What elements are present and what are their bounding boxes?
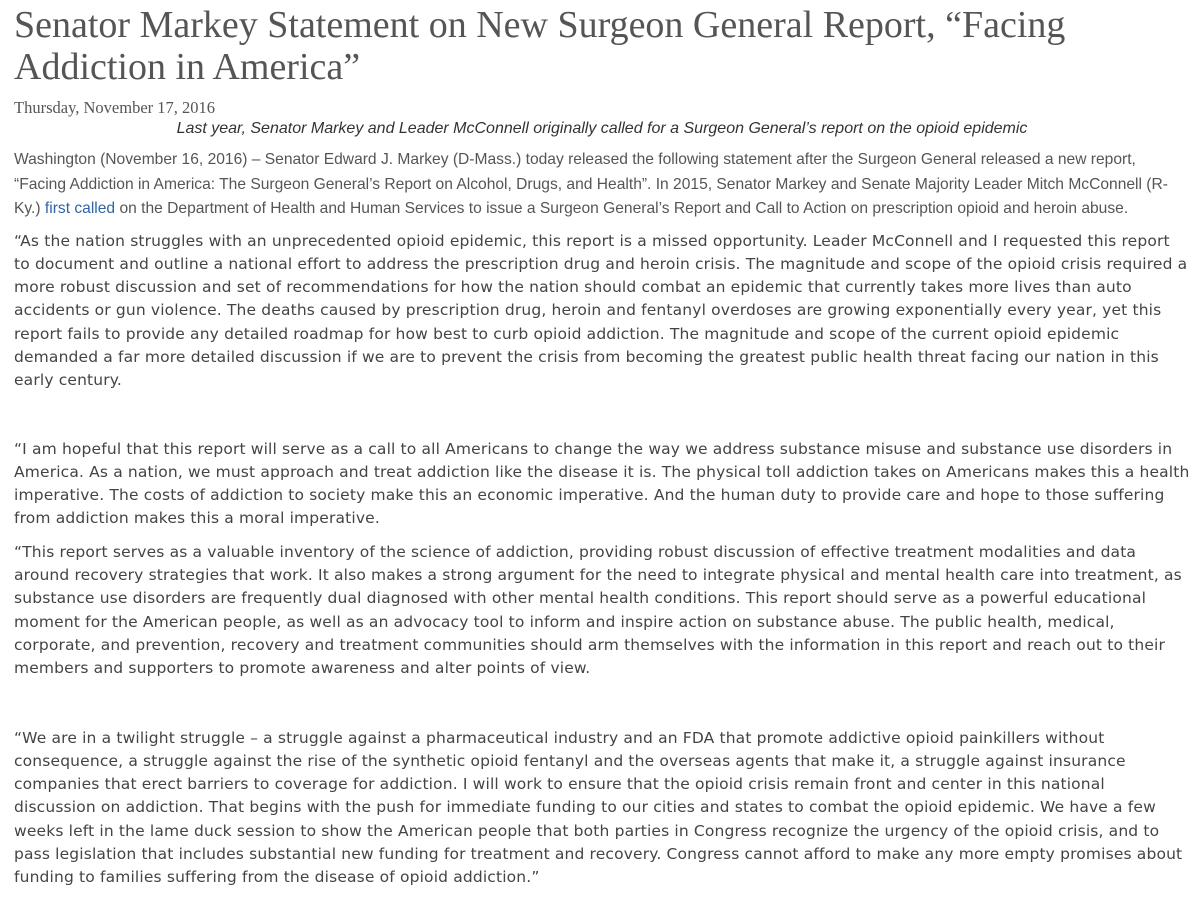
publish-date: Thursday, November 17, 2016 xyxy=(14,98,216,117)
first-called-link[interactable]: first called xyxy=(44,200,116,217)
page-title: Senator Markey Statement on New Surgeon General Report, “Facing Addiction in America” xyxy=(14,4,1066,88)
press-release-page xyxy=(14,0,1190,902)
quote-paragraph-2: “I am hopeful that this report will serve as a call to all Americans to change the way we address substance misuse and substance use disorders in America. As a nation, we must approach and treat addiction like the disease it is. The physical toll addiction takes on Americans makes this a health imperative. The costs of addiction to society make this an economic imperative. And the human duty to provide care and hope to those suffering from addiction makes this a moral imperative. xyxy=(14,439,1190,528)
intro-text-after-link: on the Department of Health and Human Services to issue a Surgeon General’s Report and Call to Action on prescription opioid and heroin abuse. xyxy=(115,200,1129,217)
quote-paragraph-4: “We are in a twilight struggle – a struggle against a pharmaceutical industry and an FDA that promote addictive opioid painkillers without consequence, a struggle against the rise of the synthetic opioid fentanyl and the overseas agents that make it, a struggle against insurance companies that erect barriers to coverage for addiction. I will work to ensure that the opioid crisis remain front and center in this national discussion on addiction. That begins with the push for immediate funding to our cities and states to combat the opioid epidemic. We have a few weeks left in the lame duck session to show the American people that both parties in Congress recognize the urgency of the opioid crisis, and to pass legislation that includes substantial new funding for treatment and recovery. Congress cannot afford to make any more empty promises about funding to families suffering from the disease of opioid addiction.” xyxy=(14,728,1183,887)
subtitle: Last year, Senator Markey and Leader McConnell originally called for a Surgeon General’s report on the opioid epidemic xyxy=(176,120,1028,137)
intro-text-before-link: Washington (November 16, 2016) – Senator Edward J. Markey (D-Mass.) today released the following statement after the Surgeon General released a new report, “Facing Addiction in America: The Surgeon General’s Report on Alcohol, Drugs, and Health”. In 2015, Senator Markey and Senate Majority Leader Mitch McConnell (R-Ky.) xyxy=(14,151,1168,217)
quote-paragraph-1: “As the nation struggles with an unprecedented opioid epidemic, this report is a missed opportunity. Leader McConnell and I requested this report to document and outline a national effort to address the prescription drug and heroin crisis. The magnitude and scope of the opioid crisis required a more robust discussion and set of recommendations for how the nation should combat an epidemic that currently takes more lives than auto accidents or gun violence. The deaths caused by prescription drug, heroin and fentanyl overdoses are growing exponentially every year, yet this report fails to provide any detailed roadmap for how best to curb opioid addiction. The magnitude and scope of the current opioid epidemic demanded a far more detailed discussion if we are to prevent the crisis from becoming the greatest public health threat facing our nation in this early century. xyxy=(14,231,1188,390)
intro-paragraph xyxy=(14,148,1190,222)
quote-paragraph-3: “This report serves as a valuable inventory of the science of addiction, providing robust discussion of effective treatment modalities and data around recovery strategies that work. It also makes a strong argument for the need to integrate physical and mental health care into treatment, as substance use disorders are frequently dual diagnosed with other mental health conditions. This report should serve as a powerful educational moment for the American people, as well as an advocacy tool to inform and inspire action on substance abuse. The public health, medical, corporate, and prevention, recovery and treatment communities should arm themselves with the information in this report and reach out to their members and supporters to promote awareness and alter points of view. xyxy=(14,542,1182,678)
